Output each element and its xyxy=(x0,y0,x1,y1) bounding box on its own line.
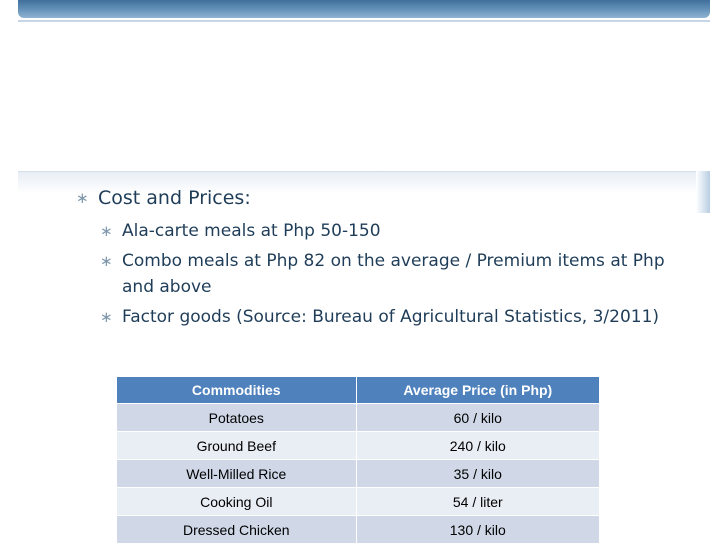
price-cell: 60 / kilo xyxy=(356,404,599,432)
column-header-average-price: Average Price (in Php) xyxy=(356,377,599,404)
bullet-item-text: Ala-carte meals at Php 50-150 xyxy=(122,221,381,241)
bullet-asterisk-icon: ∗ xyxy=(100,252,113,270)
price-cell: 35 / kilo xyxy=(356,460,599,488)
bullet-item-text: Combo meals at Php 82 on the average / Premium items at Php and above xyxy=(122,251,665,297)
price-cell: 54 / liter xyxy=(356,488,599,516)
header-rule xyxy=(18,20,710,22)
table-row xyxy=(117,432,600,460)
header-band xyxy=(18,0,710,18)
bullet-heading xyxy=(64,186,694,210)
bullet-asterisk-icon: ∗ xyxy=(76,189,89,207)
bullet-asterisk-icon: ∗ xyxy=(100,308,113,326)
table-row xyxy=(117,516,600,544)
price-cell: 240 / kilo xyxy=(356,432,599,460)
commodity-cell: Ground Beef xyxy=(117,432,357,460)
price-cell: 130 / kilo xyxy=(356,516,599,544)
bullet-item-text: Factor goods (Source: Bureau of Agricultural Statistics, 3/2011) xyxy=(122,307,660,327)
column-header-commodities: Commodities xyxy=(117,377,357,404)
table-row xyxy=(117,404,600,432)
content-band-edge xyxy=(696,171,710,213)
commodity-price-table xyxy=(116,376,600,544)
table-row xyxy=(117,460,600,488)
bullet-item xyxy=(64,248,694,300)
bullet-list xyxy=(64,186,694,334)
table-row xyxy=(117,488,600,516)
commodity-cell: Well-Milled Rice xyxy=(117,460,357,488)
commodity-cell: Dressed Chicken xyxy=(117,516,357,544)
commodity-cell: Potatoes xyxy=(117,404,357,432)
bullet-asterisk-icon: ∗ xyxy=(100,222,113,240)
heading-text: Cost and Prices: xyxy=(98,187,251,209)
bullet-item xyxy=(64,304,694,330)
commodity-cell: Cooking Oil xyxy=(117,488,357,516)
bullet-item xyxy=(64,218,694,244)
table-header-row xyxy=(117,377,600,404)
